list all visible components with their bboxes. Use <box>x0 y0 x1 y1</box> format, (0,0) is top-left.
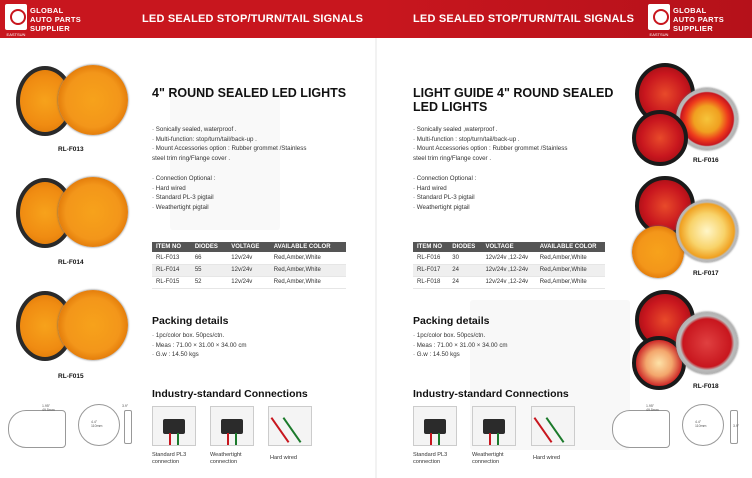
conn-caption: Standard PL3 connection <box>152 452 187 465</box>
product-label: RL-F017 <box>693 270 719 277</box>
table-header: ITEM NO <box>152 242 191 252</box>
pl3-connector-image <box>152 406 196 446</box>
right-packing-details: · 1pc/color box. 50pcs/ctn. · Meas : 71.00 × 31.00 × 34.00 cm · G.w : 14.50 kgs <box>413 332 508 358</box>
lamp-image-rl-f015-trim <box>58 290 128 360</box>
hard-wired-image <box>531 406 575 446</box>
table-row: RL-F015 52 12v/24v Red,Amber,White <box>152 276 346 288</box>
conn-caption: Weathertight connection <box>210 452 242 465</box>
page-divider <box>375 38 377 478</box>
table-header: DIODES <box>448 242 481 252</box>
dimension-label: 110mm <box>91 424 103 428</box>
left-connections-title: Industry-standard Connections <box>152 388 308 400</box>
right-features: · Sonically sealed ,waterproof . · Multi-function : stop/turn/tail/back-up . · Mount Accessories option : Rubber grommet /Stainless steel trim ring/Flange cover . <box>413 126 568 162</box>
dimension-label: 3.9" <box>122 404 129 408</box>
left-spec-table <box>152 242 346 289</box>
pl3-connector-image <box>413 406 457 446</box>
lamp-image-rl-f013-trim <box>58 65 128 135</box>
table-row: RL-F018 24 12v/24v ,12-24v Red,Amber,White <box>413 276 605 288</box>
table-header: ITEM NO <box>413 242 448 252</box>
right-packing-title: Packing details <box>413 315 490 327</box>
product-label: RL-F014 <box>58 259 84 266</box>
left-connection-options: · Connection Optional : · Hard wired · Standard PL-3 pigtail · Weathertight pigtail <box>152 175 216 211</box>
product-label: RL-F015 <box>58 373 84 380</box>
brand-name: GLOBAL AUTO PARTS SUPPLIER <box>673 6 725 33</box>
table-header: AVAILABLE COLOR <box>536 242 605 252</box>
lamp-image-rl-f014-trim <box>58 177 128 247</box>
dimension-label: 110mm <box>695 424 707 428</box>
dimension-label: 4.4" <box>91 420 98 424</box>
logo-icon <box>5 4 27 30</box>
left-title: 4" ROUND SEALED LED LIGHTS <box>152 86 347 100</box>
table-row: RL-F014 55 12v/24v Red,Amber,White <box>152 264 346 276</box>
table-header: VOLTAGE <box>481 242 535 252</box>
hard-wired-image <box>268 406 312 446</box>
dimension-label: 4.4" <box>695 420 702 424</box>
side-view-diagram <box>612 410 670 448</box>
left-packing-title: Packing details <box>152 315 229 327</box>
conn-caption: Hard wired <box>533 455 561 461</box>
dimension-label: 1.95" <box>42 404 51 408</box>
conn-caption: Weathertight connection <box>472 452 504 465</box>
table-row: RL-F016 30 12v/24v ,12-24v Red,Amber,White <box>413 252 605 264</box>
logo-sub: EASTSUN <box>6 32 26 37</box>
conn-caption: Hard wired <box>270 455 298 461</box>
table-header: DIODES <box>191 242 227 252</box>
table-header: AVAILABLE COLOR <box>270 242 346 252</box>
weathertight-connector-image <box>210 406 254 446</box>
product-label: RL-F016 <box>693 157 719 164</box>
right-header-title: LED SEALED STOP/TURN/TAIL SIGNALS <box>413 13 635 25</box>
right-connection-options: · Connection Optional : · Hard wired · Standard PL-3 pigtail · Weathertight pigtail <box>413 175 477 211</box>
left-features: · Sonically sealed, waterproof . · Multi-function: stop/turn/tail/back-up . · Mount Accessories option : Rubber grommet /Stainless steel trim ring/Flange cover . <box>152 126 307 162</box>
weathertight-connector-image <box>472 406 516 446</box>
table-header: VOLTAGE <box>227 242 269 252</box>
right-spec-table <box>413 242 605 289</box>
product-label: RL-F018 <box>693 383 719 390</box>
dimension-label: 3.9" <box>733 424 740 428</box>
left-header-title: LED SEALED STOP/TURN/TAIL SIGNALS <box>142 13 364 25</box>
dimension-label: 1.95" <box>646 404 655 408</box>
lamp-image-rl-f017-lit <box>676 200 738 262</box>
logo-icon <box>648 4 670 30</box>
table-row: RL-F017 24 12v/24v ,12-24v Red,Amber,White <box>413 264 605 276</box>
logo-sub: EASTSUN <box>649 32 669 37</box>
product-label: RL-F013 <box>58 146 84 153</box>
dimension-label: 49.5mm <box>42 408 55 412</box>
side-view-diagram <box>8 410 66 448</box>
lamp-image-rl-f016-alt <box>632 110 688 166</box>
right-connections-title: Industry-standard Connections <box>413 388 569 400</box>
profile-diagram <box>124 410 132 444</box>
conn-caption: Standard PL3 connection <box>413 452 448 465</box>
left-packing-details: · 1pc/color box. 50pcs/ctn. · Meas : 71.00 × 31.00 × 34.00 cm · G.w : 14.50 kgs <box>152 332 247 358</box>
brand-name: GLOBAL AUTO PARTS SUPPLIER <box>30 6 82 33</box>
right-title: LIGHT GUIDE 4" ROUND SEALED LED LIGHTS <box>413 86 614 114</box>
dimension-label: 49.5mm <box>646 408 659 412</box>
table-row: RL-F013 66 12v/24v Red,Amber,White <box>152 252 346 264</box>
lamp-image-rl-f018-trim <box>676 312 738 374</box>
